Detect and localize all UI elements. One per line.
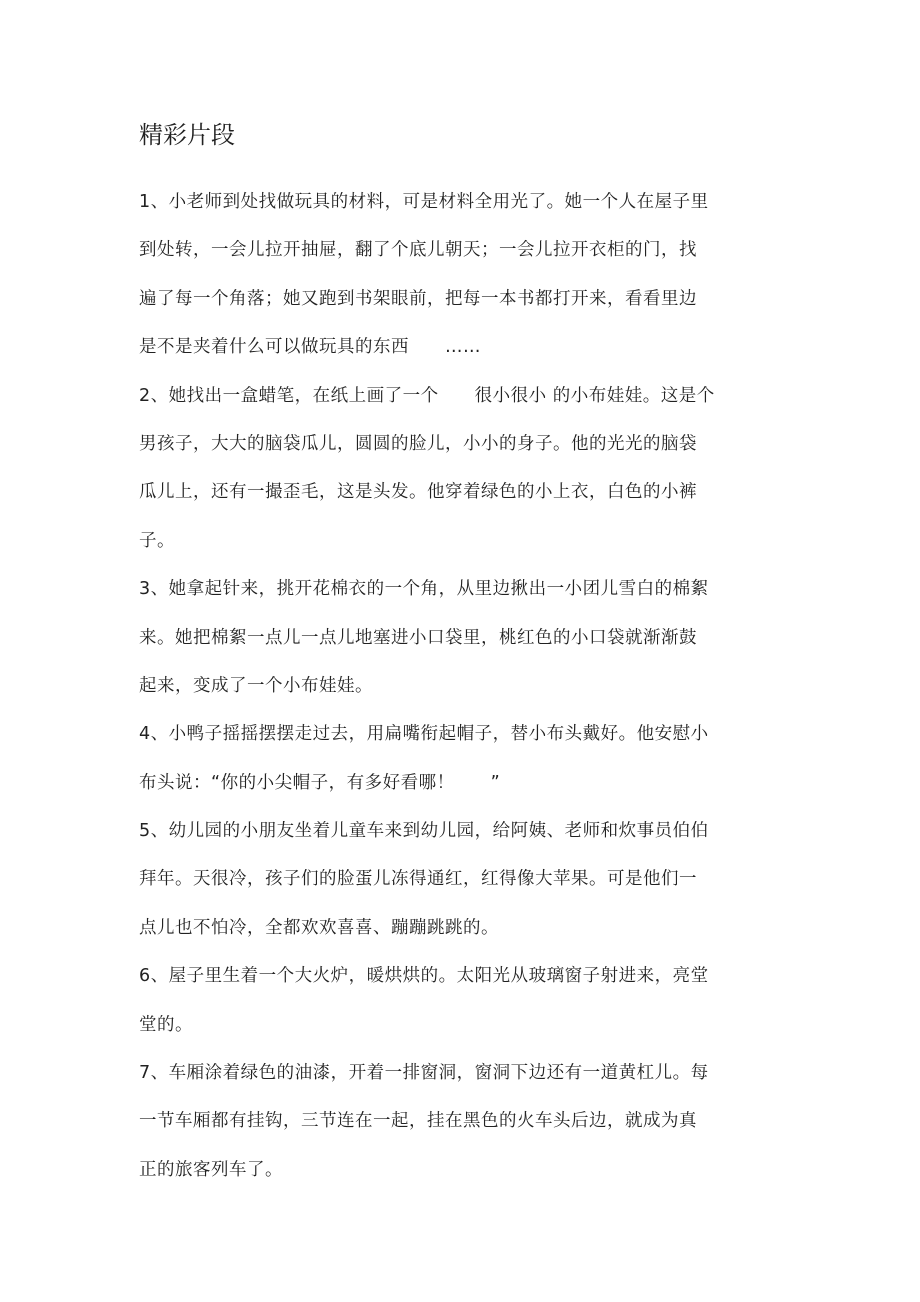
text-line: 6、屋子里生着一个大火炉，暖烘烘的。太阳光从玻璃窗子射进来，亮堂 xyxy=(139,966,709,987)
document-body xyxy=(139,178,789,1194)
text-line: 瓜儿上，还有一撮歪毛，这是头发。他穿着绿色的小上衣，白色的小裤 xyxy=(139,482,697,503)
text-line: 3、她拿起针来，挑开花棉衣的一个角，从里边揪出一小团儿雪白的棉絮 xyxy=(139,579,709,600)
text-line: 遍了每一个角落；她又跑到书架眼前，把每一本书都打开来，看看里边 xyxy=(139,288,697,309)
document-title: 精彩片段 xyxy=(139,121,235,149)
text-line: 子。 xyxy=(139,530,175,551)
text-line: 堂的。 xyxy=(139,1014,193,1035)
text-line: 是不是夹着什么可以做玩具的东西 …… xyxy=(139,337,481,358)
text-line: 5、幼儿园的小朋友坐着儿童车来到幼儿园，给阿姨、老师和炊事员伯伯 xyxy=(139,821,709,842)
text-line: 布头说：“你的小尖帽子，有多好看哪！ ” xyxy=(139,772,501,793)
text-line: 来。她把棉絮一点儿一点儿地塞进小口袋里，桃红色的小口袋就渐渐鼓 xyxy=(139,627,697,648)
text-line: 4、小鸭子摇摇摆摆走过去，用扁嘴衔起帽子，替小布头戴好。他安慰小 xyxy=(139,724,709,745)
text-line: 起来，变成了一个小布娃娃。 xyxy=(139,675,373,696)
text-line: 点儿也不怕冷，全都欢欢喜喜、蹦蹦跳跳的。 xyxy=(139,917,499,938)
text-line: 7、车厢涂着绿色的油漆，开着一排窗洞，窗洞下边还有一道黄杠儿。每 xyxy=(139,1063,709,1084)
text-line: 拜年。天很冷，孩子们的脸蛋儿冻得通红，红得像大苹果。可是他们一 xyxy=(139,869,697,890)
text-line: 2、她找出一盒蜡笔，在纸上画了一个 很小很小 的小布娃娃。这是个 xyxy=(139,385,715,406)
text-line: 1、小老师到处找做玩具的材料，可是材料全用光了。她一个人在屋子里 xyxy=(139,192,709,212)
text-line: 正的旅客列车了。 xyxy=(139,1159,283,1180)
text-line: 男孩子，大大的脑袋瓜儿，圆圆的脸儿，小小的身子。他的光光的脑袋 xyxy=(139,433,697,454)
text-line: 一节车厢都有挂钩，三节连在一起，挂在黑色的火车头后边，就成为真 xyxy=(139,1111,697,1132)
text-line: 到处转，一会儿拉开抽屉，翻了个底儿朝天；一会儿拉开衣柜的门，找 xyxy=(139,240,697,261)
